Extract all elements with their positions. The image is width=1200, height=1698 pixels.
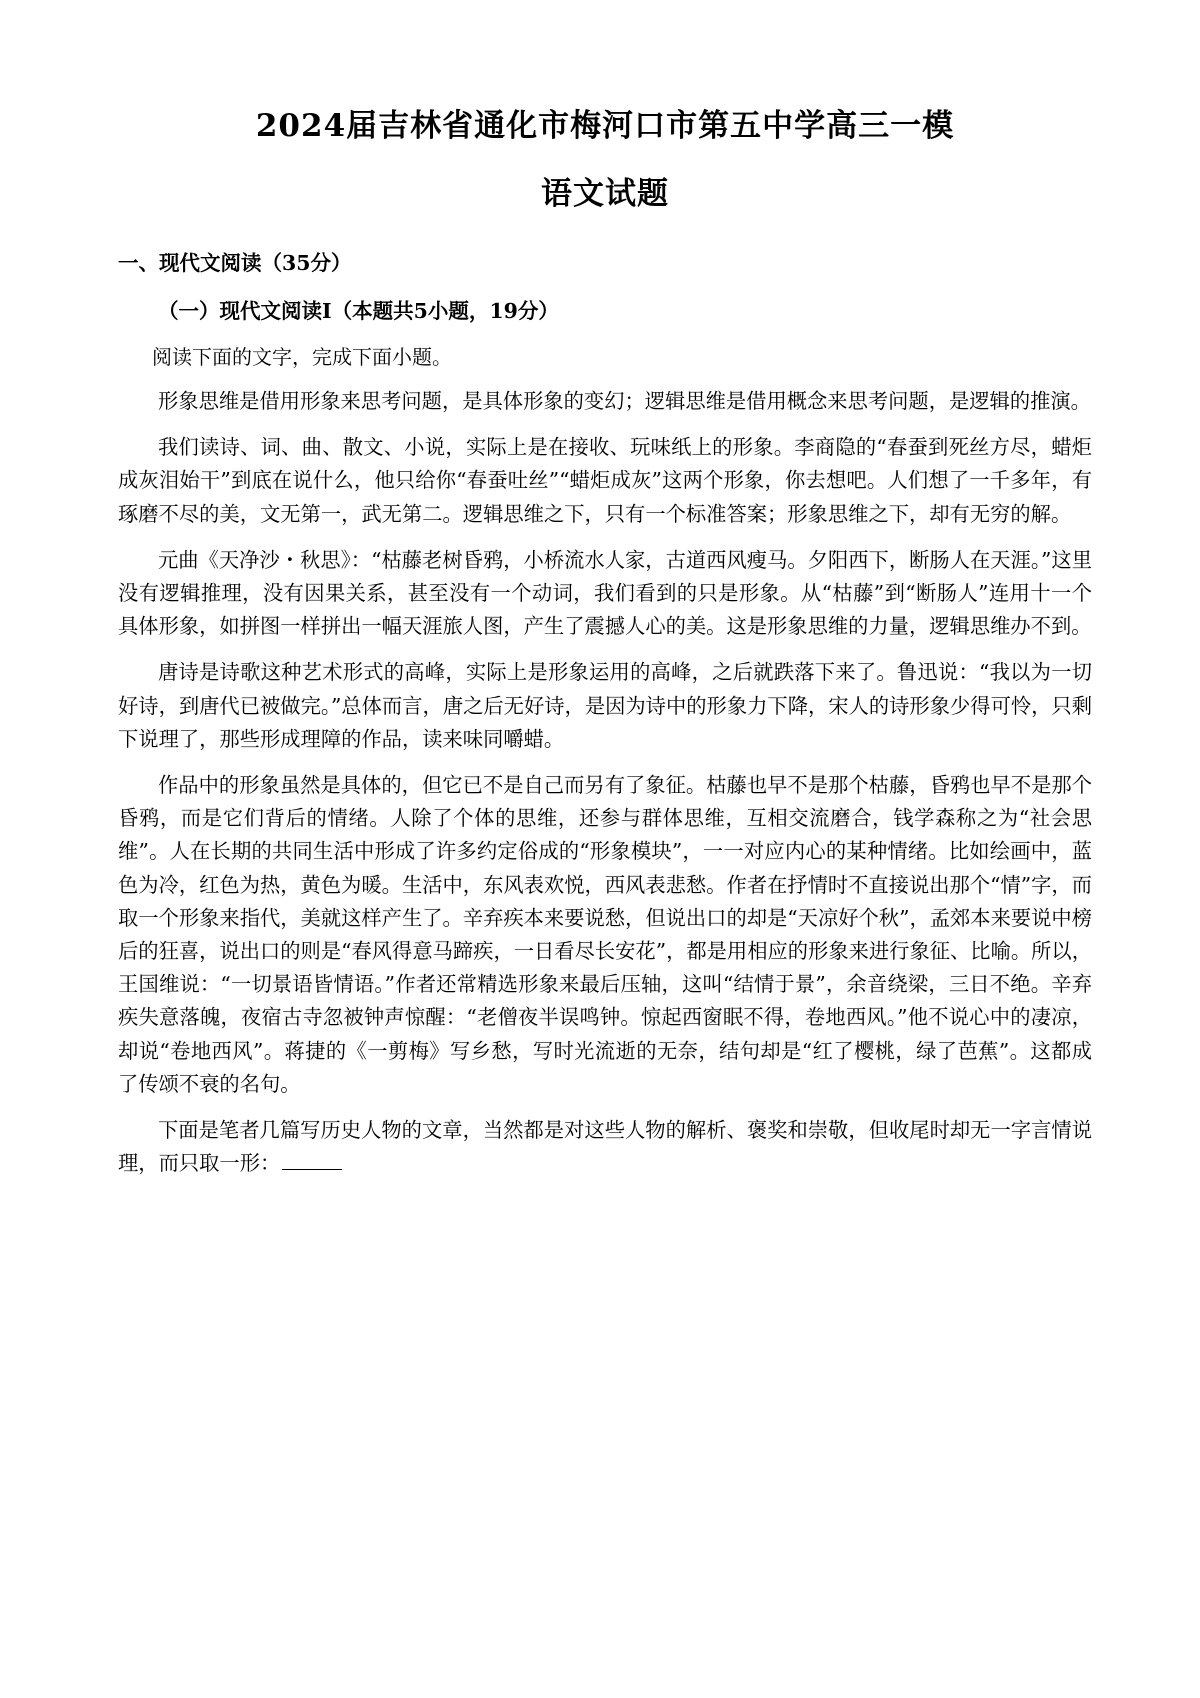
passage-paragraph-last [118, 1114, 1092, 1180]
passage-paragraph-text: 下面是笔者几篇写历史人物的文章，当然都是对这些人物的解析、褒奖和崇敬，但收尾时却无一字言情说理，而只取一形： [118, 1118, 1092, 1176]
reading-passage [118, 385, 1092, 1180]
exam-title: 2024届吉林省通化市梅河口市第五中学高三一模 [255, 108, 955, 144]
passage-paragraph: 形象思维是借用形象来思考问题，是具体形象的变幻；逻辑思维是借用概念来思考问题，是逻辑的推演。 [158, 389, 1091, 413]
fill-in-blank [282, 1151, 342, 1170]
passage-paragraph: 元曲《天净沙・秋思》：“枯藤老树昏鸦，小桥流水人家，古道西风瘦马。夕阳西下，断肠人在天涯。”这里没有逻辑推理，没有因果关系，甚至没有一个动词，我们看到的只是形象。从“枯藤”到“断肠人”连用十一个具体形象，如拼图一样拼出一幅天涯旅人图，产生了震撼人心的美。这是形象思维的力量，逻辑思维办不到。 [118, 547, 1092, 639]
reading-instruction: 阅读下面的文字，完成下面小题。 [152, 345, 452, 369]
passage-paragraph: 唐诗是诗歌这种艺术形式的高峰，实际上是形象运用的高峰，之后就跌落下来了。鲁迅说：“我以为一切好诗，到唐代已被做完。”总体而言，唐之后无好诗，是因为诗中的形象力下降，宋人的诗形象少得可怜，只剩下说理了，那些形成理障的作品，读来味同嚼蜡。 [118, 660, 1092, 751]
sub-section-heading: （一）现代文阅读Ⅰ（本题共5小题，19分） [158, 299, 559, 323]
exam-subtitle: 语文试题 [541, 176, 669, 212]
section-heading: 一、现代文阅读（35分） [118, 251, 352, 275]
passage-paragraph: 我们读诗、词、曲、散文、小说，实际上是在接收、玩味纸上的形象。李商隐的“春蚕到死丝方尽，蜡炬成灰泪始干”到底在说什么，他只给你“春蚕吐丝”“蜡炬成灰”这两个形象，你去想吧。人们想了一千多年，有琢磨不尽的美，文无第一，武无第二。逻辑思维之下，只有一个标准答案；形象思维之下，却有无穷的解。 [118, 435, 1092, 526]
passage-paragraph: 作品中的形象虽然是具体的，但它已不是自己而另有了象征。枯藤也早不是那个枯藤，昏鸦也早不是那个昏鸦，而是它们背后的情绪。人除了个体的思维，还参与群体思维，互相交流磨合，钱学森称之为“社会思维”。人在长期的共同生活中形成了许多约定俗成的“形象模块”，一一对应内心的某种情绪。比如绘画中，蓝色为冷，红色为热，黄色为暖。生活中，东风表欢悦，西风表悲愁。作者在抒情时不直接说出那个“情”字，而取一个形象来指代，美就这样产生了。辛弃疾本来要说愁，但说出口的却是“天凉好个秋”，孟郊本来要说中榜后的狂喜，说出口的则是“春风得意马蹄疾，一日看尽长安花”，都是用相应的形象来进行象征、比喻。所以，王国维说：“一切景语皆情语。”作者还常精选形象来最后压轴，这叫“结情于景”，余音绕梁，三日不绝。辛弃疾失意落魄，夜宿古寺忽被钟声惊醒：“老僧夜半误鸣钟。惊起西窗眠不得，卷地西风。”他不说心中的凄凉，却说“卷地西风”。蒋捷的《一剪梅》写乡愁，写时光流逝的无奈，结句却是“红了樱桃，绿了芭蕉”。这都成了传颂不衰的名句。 [118, 773, 1092, 1096]
